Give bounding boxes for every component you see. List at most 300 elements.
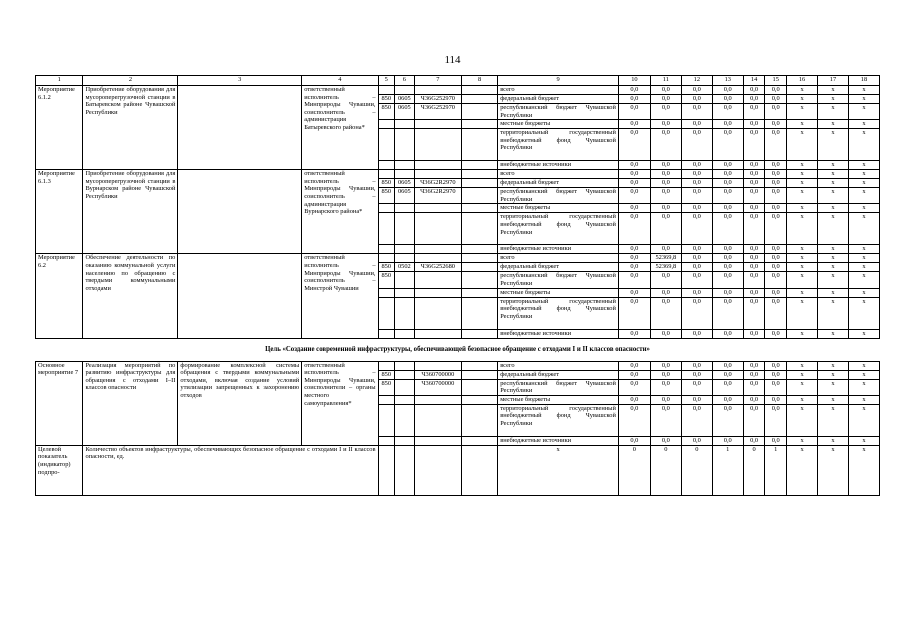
expense-type-cell xyxy=(462,254,498,263)
year-value-cell: x xyxy=(818,213,849,245)
year-value-cell: x xyxy=(787,86,818,95)
target-article-cell: Ч360700000 xyxy=(414,370,461,379)
target-article-cell xyxy=(414,404,461,436)
year-value-cell: 0,0 xyxy=(743,179,765,188)
grbs-code-cell xyxy=(378,245,395,254)
expense-type-cell xyxy=(462,204,498,213)
event-name-cell: Обеспечение деятельности по оказанию коммунальной услуги населению по обращению с твердыми коммунальными отходами xyxy=(83,254,178,338)
expense-type-cell xyxy=(462,288,498,297)
year-value-cell: 0,0 xyxy=(681,86,712,95)
year-value-cell: 0,0 xyxy=(712,288,743,297)
target-article-cell xyxy=(414,329,461,338)
year-value-cell: 0,0 xyxy=(743,329,765,338)
grbs-code-cell xyxy=(378,329,395,338)
funding-source-cell: внебюджетные источники xyxy=(498,329,619,338)
year-value-cell: 0,0 xyxy=(650,395,681,404)
section-code-cell: 0605 xyxy=(395,104,415,120)
year-value-cell: 0,0 xyxy=(743,95,765,104)
funding-source-cell: местные бюджеты xyxy=(498,204,619,213)
funding-source-cell: федеральный бюджет xyxy=(498,370,619,379)
section-code-cell: 0605 xyxy=(395,95,415,104)
goal-row xyxy=(36,338,880,361)
year-value-cell: 0,0 xyxy=(681,213,712,245)
year-value-cell: 0,0 xyxy=(712,436,743,445)
target-article-cell xyxy=(414,436,461,445)
year-value-cell: 0,0 xyxy=(765,245,787,254)
year-value-cell: 0,0 xyxy=(712,297,743,329)
section-code-cell xyxy=(395,361,415,370)
indicator-value-cell: 1 xyxy=(765,445,787,495)
year-value-cell: 0,0 xyxy=(681,329,712,338)
year-value-cell: x xyxy=(787,120,818,129)
funding-source-cell: всего xyxy=(498,361,619,370)
target-article-cell xyxy=(414,170,461,179)
year-value-cell: 0,0 xyxy=(650,120,681,129)
year-value-cell: x xyxy=(818,95,849,104)
year-value-cell: 0,0 xyxy=(650,379,681,395)
year-value-cell: 0,0 xyxy=(712,272,743,288)
year-value-cell: x xyxy=(787,404,818,436)
year-value-cell: 0,0 xyxy=(618,95,650,104)
indicator-label-cell: Целевой показатель (индикатор) подпро- xyxy=(36,445,83,495)
year-value-cell: x xyxy=(848,263,879,272)
year-value-cell: 0,0 xyxy=(618,404,650,436)
year-value-cell: x xyxy=(818,297,849,329)
year-value-cell: 0,0 xyxy=(681,404,712,436)
year-value-cell: x xyxy=(818,272,849,288)
year-value-cell: 0,0 xyxy=(765,170,787,179)
year-value-cell: x xyxy=(848,436,879,445)
indicator-row xyxy=(36,445,880,495)
year-value-cell: x xyxy=(787,104,818,120)
grbs-code-cell xyxy=(378,204,395,213)
year-value-cell: 0,0 xyxy=(765,297,787,329)
goal-heading: Цель «Создание современной инфраструктуры, обеспечивающей безопасное обращение с отходами I и II классов опасности» xyxy=(36,338,880,361)
year-value-cell: x xyxy=(787,95,818,104)
year-value-cell: 0,0 xyxy=(650,361,681,370)
year-value-cell: 0,0 xyxy=(681,129,712,161)
column-number: 7 xyxy=(414,76,461,86)
event-name-cell: Реализация мероприятий по развитию инфраструктуры для обращения с отходами I–II классов опасности xyxy=(83,361,178,445)
year-value-cell: x xyxy=(818,245,849,254)
section-code-cell: 0605 xyxy=(395,188,415,204)
year-value-cell: 0,0 xyxy=(650,204,681,213)
year-value-cell: 0,0 xyxy=(681,120,712,129)
year-value-cell: x xyxy=(848,129,879,161)
year-value-cell: x xyxy=(818,129,849,161)
year-value-cell: 0,0 xyxy=(681,95,712,104)
indicator-value-cell: 0 xyxy=(681,445,712,495)
year-value-cell: 0,0 xyxy=(650,129,681,161)
year-value-cell: 0,0 xyxy=(765,104,787,120)
year-value-cell: 0,0 xyxy=(650,245,681,254)
year-value-cell: 0,0 xyxy=(681,161,712,170)
year-value-cell: 0,0 xyxy=(650,179,681,188)
target-article-cell xyxy=(414,213,461,245)
year-value-cell: 0,0 xyxy=(765,213,787,245)
expense-type-cell xyxy=(462,170,498,179)
year-value-cell: x xyxy=(818,86,849,95)
column-number: 2 xyxy=(83,76,178,86)
section-code-cell xyxy=(395,395,415,404)
grbs-code-cell xyxy=(378,395,395,404)
year-value-cell: 0,0 xyxy=(618,379,650,395)
year-value-cell: 0,0 xyxy=(765,254,787,263)
column-number: 15 xyxy=(765,76,787,86)
funding-source-cell: республиканский бюджет Чувашской Республики xyxy=(498,272,619,288)
year-value-cell: 0,0 xyxy=(765,188,787,204)
target-article-cell xyxy=(414,361,461,370)
year-value-cell: 0,0 xyxy=(650,213,681,245)
expense-type-cell xyxy=(462,104,498,120)
year-value-cell: x xyxy=(848,204,879,213)
year-value-cell: 0,0 xyxy=(681,254,712,263)
section-code-cell xyxy=(395,288,415,297)
year-value-cell: x xyxy=(848,188,879,204)
year-value-cell: x xyxy=(787,370,818,379)
executor-cell: ответственный исполнитель – Минприроды Чувашии, соисполнитель – администрация Вурнарского района* xyxy=(302,170,378,254)
year-value-cell: x xyxy=(787,254,818,263)
funding-source-cell: внебюджетные источники xyxy=(498,161,619,170)
year-value-cell: 0,0 xyxy=(650,404,681,436)
target-article-cell xyxy=(414,129,461,161)
year-value-cell: 0,0 xyxy=(618,245,650,254)
year-value-cell: 0,0 xyxy=(765,95,787,104)
year-value-cell: 0,0 xyxy=(712,104,743,120)
grbs-code-cell xyxy=(378,254,395,263)
year-value-cell: 0,0 xyxy=(618,329,650,338)
year-value-cell: 0,0 xyxy=(618,104,650,120)
year-value-cell: 0,0 xyxy=(712,379,743,395)
funding-source-cell: федеральный бюджет xyxy=(498,95,619,104)
target-article-cell xyxy=(414,245,461,254)
year-value-cell: x xyxy=(848,370,879,379)
year-value-cell: 0,0 xyxy=(650,188,681,204)
year-value-cell: 0,0 xyxy=(765,120,787,129)
grbs-code-cell: 850 xyxy=(378,272,395,288)
expense-type-cell xyxy=(462,361,498,370)
year-value-cell: 0,0 xyxy=(681,263,712,272)
year-value-cell: x xyxy=(818,188,849,204)
year-value-cell: x xyxy=(787,179,818,188)
section-code-cell xyxy=(395,129,415,161)
year-value-cell: 0,0 xyxy=(712,404,743,436)
year-value-cell: x xyxy=(848,104,879,120)
year-value-cell: 0,0 xyxy=(765,161,787,170)
year-value-cell: x xyxy=(818,263,849,272)
table-row xyxy=(36,86,880,95)
year-value-cell: 0,0 xyxy=(618,120,650,129)
year-value-cell: x xyxy=(848,213,879,245)
expense-type-cell xyxy=(462,395,498,404)
year-value-cell: 0,0 xyxy=(743,213,765,245)
event-name-cell: Приобретение оборудования для мусороперегрузочной станции в Вурнарском районе Чувашской Республики xyxy=(83,170,178,254)
grbs-code-cell xyxy=(378,161,395,170)
column-number: 12 xyxy=(681,76,712,86)
year-value-cell: 0,0 xyxy=(765,436,787,445)
event-code-cell: Мероприятие 6.1.3 xyxy=(36,170,83,254)
year-value-cell: x xyxy=(818,254,849,263)
year-value-cell: 0,0 xyxy=(765,272,787,288)
year-value-cell: 0,0 xyxy=(743,263,765,272)
grbs-code-cell xyxy=(378,86,395,95)
year-value-cell: x xyxy=(848,120,879,129)
funding-source-cell: республиканский бюджет Чувашской Республики xyxy=(498,104,619,120)
year-value-cell: x xyxy=(818,395,849,404)
year-value-cell: x xyxy=(818,179,849,188)
year-value-cell: 0,0 xyxy=(712,161,743,170)
grbs-code-cell: 850 xyxy=(378,188,395,204)
grbs-code-cell xyxy=(378,436,395,445)
empty-cell xyxy=(414,445,461,495)
year-value-cell: 0,0 xyxy=(681,395,712,404)
year-value-cell: x xyxy=(848,86,879,95)
year-value-cell: 0,0 xyxy=(618,263,650,272)
year-value-cell: x xyxy=(818,379,849,395)
funding-source-cell: территориальный государственный внебюджетный фонд Чувашской Республики xyxy=(498,404,619,436)
year-value-cell: 0,0 xyxy=(618,179,650,188)
year-value-cell: x xyxy=(848,95,879,104)
year-value-cell: 0,0 xyxy=(743,204,765,213)
expense-type-cell xyxy=(462,86,498,95)
year-value-cell: 0,0 xyxy=(712,254,743,263)
section-code-cell xyxy=(395,245,415,254)
section-code-cell: 0605 xyxy=(395,179,415,188)
year-value-cell: 0,0 xyxy=(681,297,712,329)
year-value-cell: 0,0 xyxy=(743,436,765,445)
year-value-cell: 52369,8 xyxy=(650,254,681,263)
year-value-cell: 0,0 xyxy=(650,436,681,445)
year-value-cell: 0,0 xyxy=(712,179,743,188)
indicator-value-cell: 0 xyxy=(743,445,765,495)
target-article-cell: Ч36G2R2970 xyxy=(414,179,461,188)
year-value-cell: x xyxy=(787,395,818,404)
year-value-cell: x xyxy=(787,272,818,288)
target-article-cell xyxy=(414,297,461,329)
expense-type-cell xyxy=(462,188,498,204)
year-value-cell: x xyxy=(848,361,879,370)
expense-type-cell xyxy=(462,404,498,436)
year-value-cell: 0,0 xyxy=(650,272,681,288)
header-row xyxy=(36,76,880,86)
indicator-text-cell: Количество объектов инфраструктуры, обеспечивающих безопасное обращение с отходами I и II классов опасности, ед. xyxy=(83,445,378,495)
expense-type-cell xyxy=(462,379,498,395)
year-value-cell: 0,0 xyxy=(618,161,650,170)
year-value-cell: 0,0 xyxy=(712,245,743,254)
year-value-cell: x xyxy=(848,179,879,188)
grbs-code-cell xyxy=(378,404,395,436)
funding-source-cell: территориальный государственный внебюджетный фонд Чувашской Республики xyxy=(498,213,619,245)
table-row xyxy=(36,361,880,370)
expense-type-cell xyxy=(462,120,498,129)
year-value-cell: 0,0 xyxy=(650,95,681,104)
year-value-cell: x xyxy=(787,361,818,370)
event-code-cell: Основное мероприятие 7 xyxy=(36,361,83,445)
year-value-cell: 0,0 xyxy=(618,170,650,179)
year-value-cell: x xyxy=(787,170,818,179)
year-value-cell: 0,0 xyxy=(765,179,787,188)
year-value-cell: 0,0 xyxy=(743,288,765,297)
year-value-cell: 0,0 xyxy=(743,129,765,161)
year-value-cell: x xyxy=(818,436,849,445)
funding-source-cell: всего xyxy=(498,86,619,95)
expense-type-cell xyxy=(462,179,498,188)
grbs-code-cell: 850 xyxy=(378,379,395,395)
year-value-cell: 0,0 xyxy=(681,288,712,297)
year-value-cell: 0,0 xyxy=(618,204,650,213)
year-value-cell: x xyxy=(787,188,818,204)
year-value-cell: 0,0 xyxy=(650,370,681,379)
year-value-cell: 0,0 xyxy=(618,395,650,404)
year-value-cell: 0,0 xyxy=(618,288,650,297)
target-article-cell: Ч36G2R2970 xyxy=(414,188,461,204)
year-value-cell: x xyxy=(848,254,879,263)
year-value-cell: x xyxy=(848,329,879,338)
year-value-cell: 0,0 xyxy=(765,404,787,436)
section-code-cell xyxy=(395,204,415,213)
section-code-cell xyxy=(395,379,415,395)
year-value-cell: 0,0 xyxy=(712,86,743,95)
year-value-cell: 0,0 xyxy=(743,120,765,129)
section-code-cell xyxy=(395,86,415,95)
grbs-code-cell xyxy=(378,361,395,370)
section-code-cell xyxy=(395,170,415,179)
indicator-source-cell: x xyxy=(498,445,619,495)
year-value-cell: x xyxy=(818,170,849,179)
grbs-code-cell xyxy=(378,120,395,129)
grbs-code-cell xyxy=(378,288,395,297)
expense-type-cell xyxy=(462,245,498,254)
year-value-cell: 0,0 xyxy=(765,329,787,338)
grbs-code-cell: 850 xyxy=(378,263,395,272)
column-number: 18 xyxy=(848,76,879,86)
section-code-cell xyxy=(395,404,415,436)
funding-source-cell: территориальный государственный внебюджетный фонд Чувашской Республики xyxy=(498,297,619,329)
year-value-cell: x xyxy=(848,404,879,436)
year-value-cell: 0,0 xyxy=(712,129,743,161)
section-code-cell xyxy=(395,254,415,263)
expense-type-cell xyxy=(462,329,498,338)
year-value-cell: 0,0 xyxy=(650,288,681,297)
year-value-cell: 0,0 xyxy=(765,129,787,161)
year-value-cell: x xyxy=(848,379,879,395)
column-number: 14 xyxy=(743,76,765,86)
grbs-code-cell xyxy=(378,170,395,179)
indicator-value-cell: x xyxy=(818,445,849,495)
year-value-cell: x xyxy=(848,170,879,179)
grbs-code-cell: 850 xyxy=(378,95,395,104)
year-value-cell: x xyxy=(848,395,879,404)
year-value-cell: 0,0 xyxy=(681,379,712,395)
year-value-cell: 0,0 xyxy=(618,361,650,370)
year-value-cell: 0,0 xyxy=(618,129,650,161)
section-code-cell xyxy=(395,329,415,338)
funding-source-cell: территориальный государственный внебюджетный фонд Чувашской Республики xyxy=(498,129,619,161)
column-number: 5 xyxy=(378,76,395,86)
year-value-cell: x xyxy=(848,245,879,254)
year-value-cell: 0,0 xyxy=(681,361,712,370)
section-code-cell xyxy=(395,213,415,245)
year-value-cell: 0,0 xyxy=(650,104,681,120)
expense-type-cell xyxy=(462,436,498,445)
year-value-cell: 0,0 xyxy=(681,179,712,188)
indicator-value-cell: 1 xyxy=(712,445,743,495)
year-value-cell: x xyxy=(787,436,818,445)
column-number: 11 xyxy=(650,76,681,86)
year-value-cell: x xyxy=(787,204,818,213)
column-number: 3 xyxy=(178,76,302,86)
year-value-cell: 0,0 xyxy=(681,204,712,213)
section-code-cell xyxy=(395,370,415,379)
column-number: 6 xyxy=(395,76,415,86)
section-code-cell: 0502 xyxy=(395,263,415,272)
funding-source-cell: республиканский бюджет Чувашской Республики xyxy=(498,379,619,395)
year-value-cell: 0,0 xyxy=(743,254,765,263)
year-value-cell: x xyxy=(787,245,818,254)
executor-cell: ответственный исполнитель – Минприроды Чувашии, соисполнитель – администрация Батыревского района* xyxy=(302,86,378,170)
target-article-cell xyxy=(414,204,461,213)
target-article-cell xyxy=(414,395,461,404)
year-value-cell: 0,0 xyxy=(650,329,681,338)
target-article-cell xyxy=(414,272,461,288)
year-value-cell: 0,0 xyxy=(712,361,743,370)
grbs-code-cell: 850 xyxy=(378,179,395,188)
expense-type-cell xyxy=(462,213,498,245)
year-value-cell: 0,0 xyxy=(743,161,765,170)
year-value-cell: 0,0 xyxy=(743,104,765,120)
year-value-cell: 0,0 xyxy=(765,379,787,395)
empty-cell xyxy=(462,445,498,495)
year-value-cell: x xyxy=(787,213,818,245)
year-value-cell: 0,0 xyxy=(618,254,650,263)
column-number: 1 xyxy=(36,76,83,86)
year-value-cell: 0,0 xyxy=(743,170,765,179)
funding-source-cell: федеральный бюджет xyxy=(498,179,619,188)
year-value-cell: 0,0 xyxy=(650,86,681,95)
year-value-cell: 0,0 xyxy=(712,263,743,272)
year-value-cell: x xyxy=(818,104,849,120)
year-value-cell: 0,0 xyxy=(618,297,650,329)
year-value-cell: 0,0 xyxy=(712,95,743,104)
year-value-cell: 0,0 xyxy=(650,170,681,179)
year-value-cell: x xyxy=(848,297,879,329)
year-value-cell: 0,0 xyxy=(712,204,743,213)
empty-cell xyxy=(395,445,415,495)
section-code-cell xyxy=(395,436,415,445)
grbs-code-cell: 850 xyxy=(378,104,395,120)
year-value-cell: 0,0 xyxy=(712,370,743,379)
year-value-cell: 0,0 xyxy=(712,395,743,404)
year-value-cell: x xyxy=(848,272,879,288)
year-value-cell: 0,0 xyxy=(743,86,765,95)
event-code-cell: Мероприятие 6.2 xyxy=(36,254,83,338)
year-value-cell: 0,0 xyxy=(681,170,712,179)
year-value-cell: x xyxy=(818,120,849,129)
year-value-cell: 0,0 xyxy=(743,379,765,395)
target-article-cell: Ч36G252970 xyxy=(414,95,461,104)
year-value-cell: 0,0 xyxy=(765,86,787,95)
year-value-cell: 0,0 xyxy=(618,86,650,95)
grbs-code-cell xyxy=(378,297,395,329)
year-value-cell: x xyxy=(818,370,849,379)
year-value-cell: 0,0 xyxy=(712,120,743,129)
year-value-cell: 0,0 xyxy=(650,297,681,329)
funding-source-cell: всего xyxy=(498,254,619,263)
year-value-cell: 0,0 xyxy=(743,272,765,288)
funding-source-cell: местные бюджеты xyxy=(498,288,619,297)
target-article-cell xyxy=(414,161,461,170)
year-value-cell: x xyxy=(787,288,818,297)
